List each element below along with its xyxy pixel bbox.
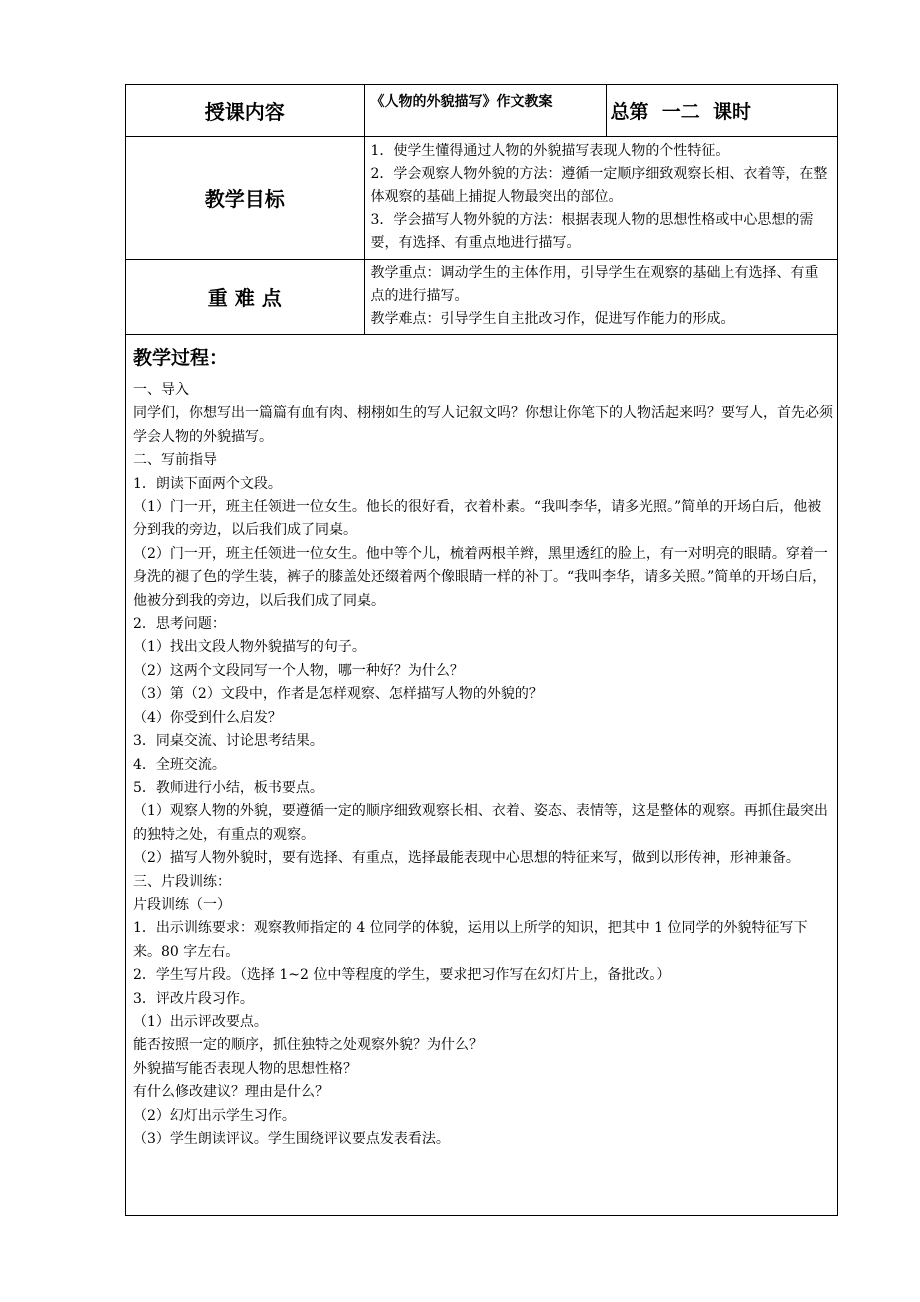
objective-item: 3．学会描写人物外貌的方法：根据表现人物的思想性格或中心思想的需要，有选择、有重点地进行描写。 — [370, 211, 814, 251]
teaching-difficulty: 教学难点：引导学生自主批改习作，促进写作能力的形成。 — [370, 310, 735, 327]
process-line: （3）学生朗读评议。学生围绕评议要点发表看法。 — [133, 1131, 450, 1147]
objectives-cell — [364, 136, 837, 259]
process-line: 有什么修改建议？理由是什么？ — [133, 1084, 329, 1101]
process-line: （4）你受到什么启发？ — [133, 709, 282, 726]
objective-item: 2．学会观察人物外貌的方法：遵循一定顺序细致观察长相、衣着等，在整体观察的基础上捕捉人物最突出的部位。 — [370, 165, 828, 205]
process-line: 能否按照一定的顺序，抓住独特之处观察外貌？为什么？ — [133, 1037, 483, 1054]
process-line: 三、片段训练： — [133, 873, 231, 890]
lesson-period: 总第 一二 课时 — [606, 85, 837, 136]
lesson-title: 《人物的外貌描写》作文教案 — [364, 85, 606, 136]
process-line: 4．全班交流。 — [133, 756, 226, 773]
process-line: （2）门一开，班主任领进一位女生。他中等个儿，梳着两根羊辫，黑里透红的脸上，有一对明亮的眼睛。穿着一身洗的褪了色的学生装，裤子的膝盖处还缀着两个像眼睛一样的补丁。“我叫李华，请多关照。”简单的开场白后，他被分到我的旁边，以后我们成了同桌。 — [133, 545, 828, 609]
process-line: （1）出示评改要点。 — [133, 1013, 268, 1030]
process-line: （2）这两个文段同写一个人物，哪一种好？为什么？ — [133, 662, 464, 679]
process-line: 3．同桌交流、讨论思考结果。 — [133, 733, 324, 750]
lesson-plan-frame — [125, 84, 838, 1216]
teaching-process — [133, 343, 833, 1151]
process-line: （1）找出文段人物外貌描写的句子。 — [133, 639, 366, 656]
process-line: 同学们，你想写出一篇篇有血有肉、栩栩如生的写人记叙文吗？你想让你笔下的人物活起来吗？要写人，首先必须学会人物的外貌描写。 — [133, 405, 833, 445]
process-line: （1）门一开，班主任领进一位女生。他长的很好看，衣着朴素。“我叫李华，请多光照。”简单的开场白后，他被分到我的旁边，以后我们成了同桌。 — [133, 499, 822, 539]
objective-item: 1．使学生懂得通过人物的外貌描写表现人物的个性特征。 — [370, 142, 730, 159]
process-line: 1．朗读下面两个文段。 — [133, 475, 282, 492]
label-objectives: 教学目标 — [126, 136, 364, 259]
process-line: 一、导入 — [133, 382, 189, 398]
process-line: 外貌描写能否表现人物的思想性格？ — [133, 1060, 357, 1077]
process-line: （2）描写人物外貌时，要有选择、有重点，选择最能表现中心思想的特征来写，做到以形传神，形神兼备。 — [133, 850, 800, 867]
label-lesson-content: 授课内容 — [126, 85, 364, 136]
process-line: 二、写前指导 — [133, 452, 217, 469]
process-line: 1．出示训练要求：观察教师指定的 4 位同学的体貌，运用以上所学的知识，把其中 1 位同学的外貌特征写下来。80 字左右。 — [133, 920, 808, 960]
process-line: （2）幻灯出示学生习作。 — [133, 1107, 296, 1124]
lesson-header-table — [126, 85, 837, 335]
process-line: 2．学生写片段。（选择 1~2 位中等程度的学生，要求把习作写在幻灯片上，备批改。） — [133, 967, 671, 984]
process-line: 2．思考问题： — [133, 616, 226, 633]
teaching-focus: 教学重点：调动学生的主体作用，引导学生在观察的基础上有选择、有重点的进行描写。 — [370, 264, 819, 304]
process-line: （3）第（2）文段中，作者是怎样观察、怎样描写人物的外貌的？ — [133, 686, 543, 703]
process-line: 片段训练（一） — [133, 896, 231, 913]
process-line: （1）观察人物的外貌，要遵循一定的顺序细致观察长相、衣着、姿态、表情等，这是整体的观察。再抓住最突出的独特之处，有重点的观察。 — [133, 803, 828, 843]
process-line: 3．评改片段习作。 — [133, 990, 254, 1007]
label-key-points: 重 难 点 — [126, 259, 364, 334]
process-heading: 教学过程： — [133, 347, 229, 369]
process-line: 5．教师进行小结，板书要点。 — [133, 779, 324, 796]
key-points-cell — [364, 259, 837, 334]
